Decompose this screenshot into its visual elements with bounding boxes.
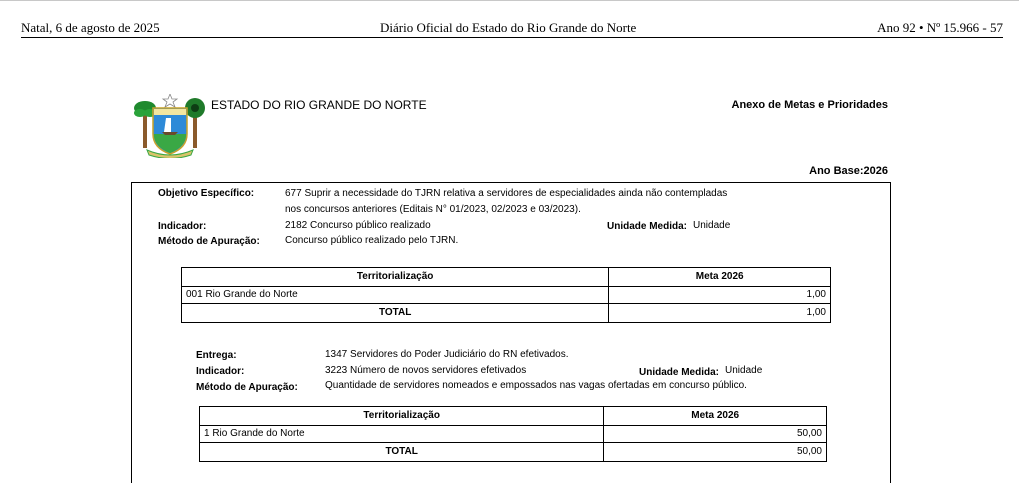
territorio-cell: 1 Rio Grande do Norte (200, 426, 604, 443)
total-label: TOTAL (182, 304, 609, 323)
indicador-label: Indicador: (158, 221, 207, 232)
unidade-value-2: Unidade (725, 365, 763, 376)
total-label: TOTAL (200, 443, 604, 462)
unidade-label: Unidade Medida: (607, 221, 688, 232)
territorializacao-table-delivery (199, 406, 827, 462)
metodo-label-2: Método de Apuração: (196, 382, 298, 393)
header-territorializacao: Territorialização (182, 268, 609, 287)
table-total-row (182, 304, 831, 323)
objetivo-label: Objetivo Específico: (158, 188, 255, 199)
total-value: 1,00 (609, 304, 831, 323)
meta-cell: 50,00 (604, 426, 827, 443)
objetivo-line2: nos concursos anteriores (Editais N° 01/2023, 02/2023 e 03/2023). (285, 204, 581, 215)
table-header-row (200, 407, 827, 426)
entrega-value: 1347 Servidores do Poder Judiciário do RN efetivados. (325, 349, 569, 360)
header-meta-2026: Meta 2026 (604, 407, 827, 426)
meta-cell: 1,00 (609, 287, 831, 304)
entrega-label: Entrega: (196, 350, 237, 361)
unidade-value: Unidade (693, 220, 731, 231)
coat-of-arms-icon (133, 94, 207, 158)
table-header-row (182, 268, 831, 287)
header-territorializacao: Territorialização (200, 407, 604, 426)
annex-title: Anexo de Metas e Prioridades (731, 99, 888, 111)
base-year: Ano Base:2026 (809, 165, 888, 177)
header-meta-2026: Meta 2026 (609, 268, 831, 287)
objetivo-line1: 677 Suprir a necessidade do TJRN relativa a servidores de especialidades ainda não contempladas (285, 188, 728, 199)
table-row (200, 426, 827, 443)
indicador-label-2: Indicador: (196, 366, 245, 377)
header-edition: Ano 92 • Nº 15.966 - 57 (877, 20, 1003, 35)
unidade-label-2: Unidade Medida: (639, 367, 720, 378)
indicador-value-2: 3223 Número de novos servidores efetivados (325, 365, 527, 376)
header-date: Natal, 6 de agosto de 2025 (21, 20, 160, 35)
indicador-value: 2182 Concurso público realizado (285, 220, 431, 231)
header-publication: Diário Oficial do Estado do Rio Grande do Norte (380, 20, 637, 35)
metodo-value: Concurso público realizado pelo TJRN. (285, 235, 459, 246)
total-value: 50,00 (604, 443, 827, 462)
territorializacao-table-objective (181, 267, 831, 323)
territorio-cell: 001 Rio Grande do Norte (182, 287, 609, 304)
state-title: ESTADO DO RIO GRANDE DO NORTE (211, 98, 427, 112)
page-header (21, 20, 1003, 38)
page-top-border (0, 0, 1019, 1)
metodo-value-2: Quantidade de servidores nomeados e empossados nas vagas ofertadas em concurso público. (325, 380, 747, 391)
table-row (182, 287, 831, 304)
table-total-row (200, 443, 827, 462)
metodo-label: Método de Apuração: (158, 236, 260, 247)
